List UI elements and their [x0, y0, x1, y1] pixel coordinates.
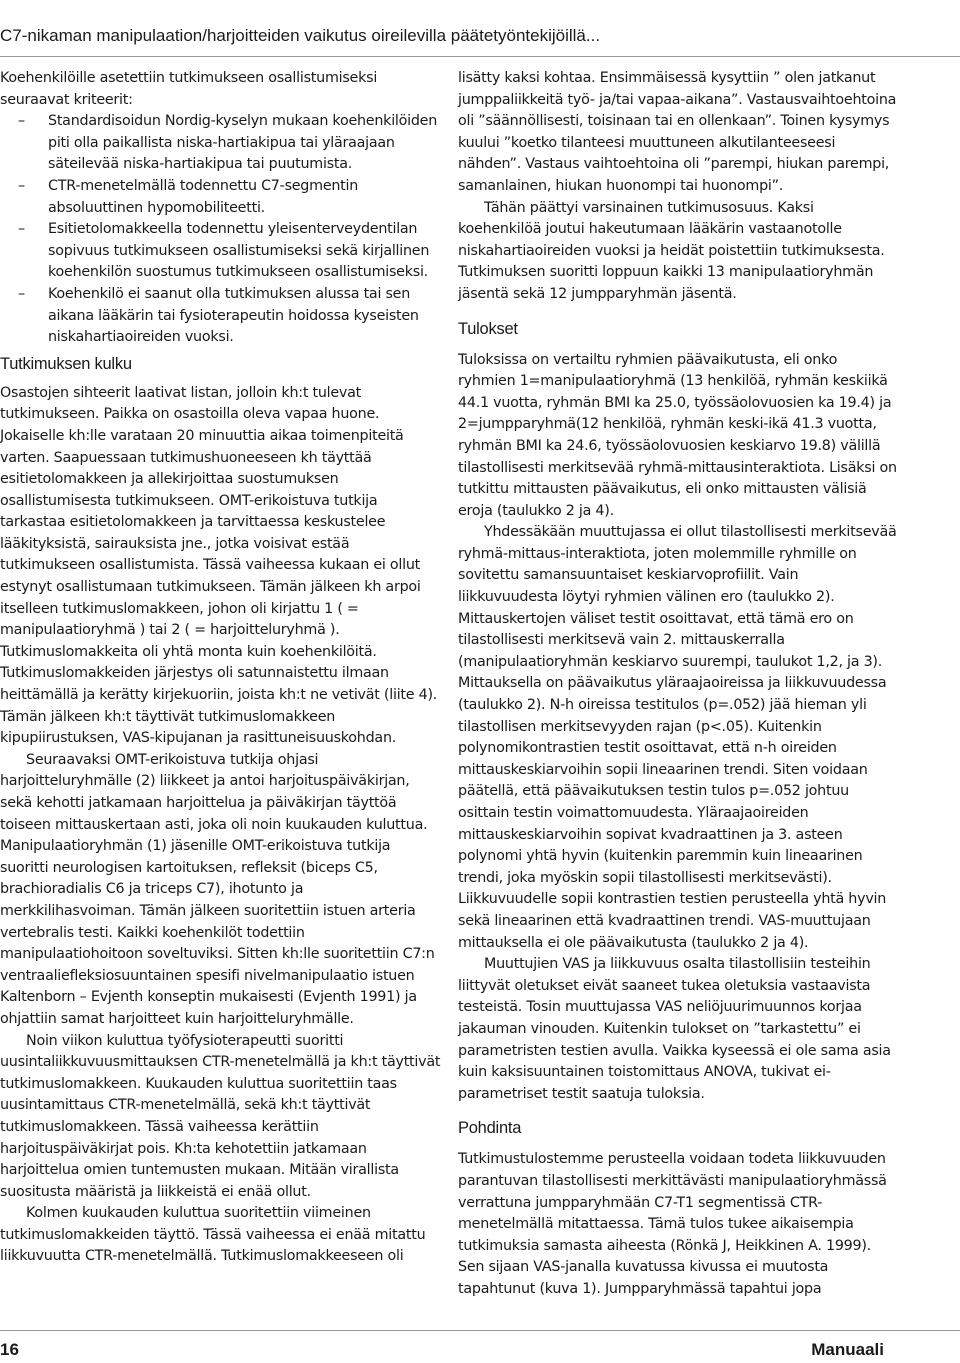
dash-bullet-icon: – [18, 221, 25, 238]
footer-divider [0, 1330, 960, 1331]
body-paragraph: Kolmen kuukauden kuluttua suoritettiin viimeinen tutkimuslomakkeiden täyttö. Tässä vaiheessa ei enää mitattu liikkuvuutta CTR-menetelmällä. Tutkimuslomakkeeseen oli [0, 1205, 426, 1265]
criteria-text: Standardisoidun Nordig-kyselyn mukaan koehenkilöiden piti olla paikallista niska-hartiakipua tai yläraajaan säteilevää niska-hartiakipua tai puutumista. [48, 113, 438, 173]
criteria-text: Esitietolomakkeella todennettu yleisenterveydentilan sopivuus tutkimukseen osallistumiseksi sekä kirjallinen koehenkilön suostumus tutkimukseen osallistumiseksi. [48, 221, 430, 281]
section-heading-kulku: Tutkimuksen kulku [0, 354, 132, 373]
header-divider [0, 56, 960, 57]
section-heading-tulokset: Tulokset [458, 319, 518, 338]
body-paragraph: lisätty kaksi kohtaa. Ensimmäisessä kysyttiin ” olen jatkanut jumppaliikkeitä työ- ja/tai vapaa-aikana”. Vastausvaihtoehtoina oli ”säännöllisesti, toisinaan tai en ollenkaan”. Toinen kysymys kuului ”koetko tilanteesi muuttuneen alkutilanteeseesi nähden”. Vastaus vaihtoehtoina oli ”parempi, hiukan parempi, samanlainen, hiukan huonompi tai huonompi”. [458, 70, 897, 194]
body-paragraph: Tähän päättyi varsinainen tutkimusosuus. Kaksi koehenkilöä joutui hakeutumaan lääkärin vastaanotolle niskahartiaoireiden vuoksi ja heidät poistettiin tutkimuksesta. Tutkimuksen suoritti loppuun kaikki 13 manipulaatioryhmän jäsentä sekä 12 jumpparyhmän jäsentä. [458, 199, 885, 302]
magazine-name: Manuaali [811, 1340, 884, 1359]
criteria-item [0, 111, 442, 176]
page-header-title: C7-nikaman manipulaation/harjoitteiden vaikutus oireilevilla päätetyöntekijöillä... [0, 26, 601, 45]
dash-bullet-icon: – [18, 285, 25, 302]
body-paragraph: Yhdessäkään muuttujassa ei ollut tilastollisesti merkitsevää ryhmä-mittaus-interaktiota, joten molemmille ryhmille on sovitettu samansuuntaiset keskiarvoprofiilit. Vain liikkuvuudesta löytyi ryhmien välinen ero (taulukko 2). Mittauskertojen väliset testit osoittavat, että tämä ero on tilastollisesti merkitsevä vain 2. mittauskerralla (manipulaatioryhmän keskiarvo suurempi, taulukot 1,2, ja 3). Mittauksella on päävaikutus yläraajaoireissa ja liikkuvuudessa (taulukko 2). N-h oireissa testitulos (p=.052) jää hieman yli tilastollisen merkitsevyyden rajan (p<.05). Kuitenkin polynomikontrastien testit osoittavat, että n-h oireiden mittauskeskiarvoihin sopii lineaarinen trendi. Siten voidaan päätellä, että päävaikutuksen testin tulos p=.052 johtuu osittain testin voimattomuudesta. Yläraajaoireiden mittauskeskiarvoihin sopivat kvadraattinen ja 3. asteen polynomi yhtä hyvin (kuitenkin paremmin kuin lineaarinen trendi, joka myöskin sopii tilastollisesti merkitsevästi). Liikkuvuudelle sopii kontrastien testien perusteella yhtä hyvin sekä lineaarinen että kvadraattinen trendi. VAS-muuttujaan mittauksella ei ole päävaikutusta (taulukko 2 ja 4). [458, 524, 897, 951]
body-paragraph: Tuloksissa on vertailtu ryhmien päävaikutusta, eli onko ryhmien 1=manipulaatioryhmä (13 henkilöä, ryhmän keskiikä 44.1 vuotta, ryhmän BMI ka 25.0, työssäolovuosien ka 19.4) ja 2=jumpparyhmä(12 henkilöä, ryhmän keski-ikä 41.3 vuotta, ryhmän BMI ka 24.6, työssäolovuosien keskiarvo 19.8) välillä tilastollisesti merkitsevää ryhmä-mittausinteraktiota. Lisäksi on tutkittu mittausten päävaikutus, eli onko mittausten välisiä eroja (taulukko 2 ja 4). [458, 351, 897, 519]
page-number: 16 [0, 1340, 19, 1359]
criteria-item [0, 219, 442, 284]
criteria-item [0, 284, 442, 349]
criteria-text: CTR-menetelmällä todennettu C7-segmentin absoluuttinen hypomobiliteetti. [48, 177, 359, 216]
body-paragraph: Muuttujien VAS ja liikkuvuus osalta tilastollisiin testeihin liittyvät oletukset eivät saaneet tukea oletuksia vastaavista testeistä. Tosin muuttujassa VAS neliöjuurimuunnos korjaa jakauman vinouden. Kuitenkin tulokset on ”tarkastettu” ei parametristen testien avulla. Vaikka kyseessä ei ole sama asia kuin kaksisuuntainen toistomittaus ANOVA, tukivat ei-parametriset testit saatuja tuloksia. [458, 956, 891, 1102]
criteria-item [0, 176, 442, 219]
section-heading-pohdinta: Pohdinta [458, 1119, 522, 1138]
body-paragraph: Seuraavaksi OMT-erikoistuva tutkija ohjasi harjoitteluryhmälle (2) liikkeet ja antoi harjoituspäiväkirjan, sekä kehotti jatkamaan harjoittelua ja päiväkirjan täyttöä toiseen mittauskertaan asti, joka oli noin kuukauden kuluttua. Manipulaatioryhmän (1) jäsenille OMT-erikoistuva tutkija suoritti neurologisen kartoituksen, refleksit (biceps C5, brachioradialis C6 ja triceps C7), ihotunto ja merkkilihasvoiman. Tämän jälkeen suoritettiin istuen arteria vertebralis testi. Kaikki koehenkilöt todettiin manipulaatiohoitoon soveltuviksi. Sitten kh:lle suoritettiin C7:n ventraaliefleksiosuuntainen spesifi nivelmanipulaatio istuen Kaltenborn – Evjenth konseptin mukaisesti (Evjenth 1991) ja ohjattiin samat harjoitteet kuin harjoitteluryhmälle. [0, 751, 435, 1027]
criteria-text: Koehenkilö ei saanut olla tutkimuksen alussa tai sen aikana lääkärin tai fysioterapeutin hoidossa kyseisten niskahartiaoireiden vuoksi. [48, 285, 419, 346]
right-column [458, 68, 898, 1300]
body-paragraph: Osastojen sihteerit laativat listan, jolloin kh:t tulevat tutkimukseen. Paikka on osastoilla oleva vapaa huone. Jokaiselle kh:lle varataan 20 minuuttia aikaa toimenpiteitä varten. Saapuessaan tutkimushuoneeseen kh täyttää esitietolomakkeen ja allekirjoittaa suostumuksen osallistumisesta tutkimukseen. OMT-erikoistuva tutkija tarkastaa esitietolomakkeen ja tarvittaessa keskustelee lääkityksistä, sairauksista jne., jotka voisivat estää tutkimukseen osallistumista. Tässä vaiheessa kukaan ei ollut estynyt osallistumaan tutkimukseen. Tämän jälkeen kh arpoi itselleen tutkimuslomakkeen, johon oli kirjattu 1 ( = manipulaatioryhmä ) tai 2 ( = harjoitteluryhmä ). Tutkimuslomakkeita oli yhtä monta kuin koehenkilöitä. Tutkimuslomakkeiden järjestys oli satunnaistettu ilmaan heittämällä ja kerätty kirjekuoriin, joista kh:t ne vetivät (liite 4). Tämän jälkeen kh:t täyttivät tutkimuslomakkeen kipupiirustuksen, VAS-kipujanan ja rasittuneisuuskohdan. [0, 384, 438, 747]
criteria-intro: Koehenkilöille asetettiin tutkimukseen osallistumiseksi seuraavat kriteerit: [0, 70, 378, 108]
body-paragraph: Noin viikon kuluttua työfysioterapeutti suoritti uusintaliikkuvuusmittauksen CTR-menetelmällä ja kh:t täyttivät tutkimuslomakkeen. Kuukauden kuluttua suoritettiin taas uusintamittaus CTR-menetelmällä, sekä kh:t täyttivät tutkimuslomakkeen. Tässä vaiheessa kerättiin harjoituspäiväkirjat pois. Kh:ta kehotettiin jatkamaan harjoittelua omien tuntemusten mukaan. Mitään virallista suositusta määristä ja liikkeistä ei enää ollut. [0, 1032, 441, 1200]
body-paragraph: Tutkimustulostemme perusteella voidaan todeta liikkuvuuden parantuvan tilastollisesti merkittävästi manipulaatioryhmässä verrattuna jumpparyhmään C7-T1 segmentissä CTR-menetelmällä mitattaessa. Tämä tulos tukee aikaisempia tutkimuksia samasta aiheesta (Rönkä J, Heikkinen A. 1999). Sen sijaan VAS-janalla kuvatussa kivussa ei muutosta tapahtunut (kuva 1). Jumpparyhmässä tapahtui jopa [458, 1151, 887, 1297]
criteria-list [0, 111, 442, 349]
dash-bullet-icon: – [18, 113, 25, 130]
dash-bullet-icon: – [18, 177, 25, 194]
left-column [0, 68, 442, 1268]
